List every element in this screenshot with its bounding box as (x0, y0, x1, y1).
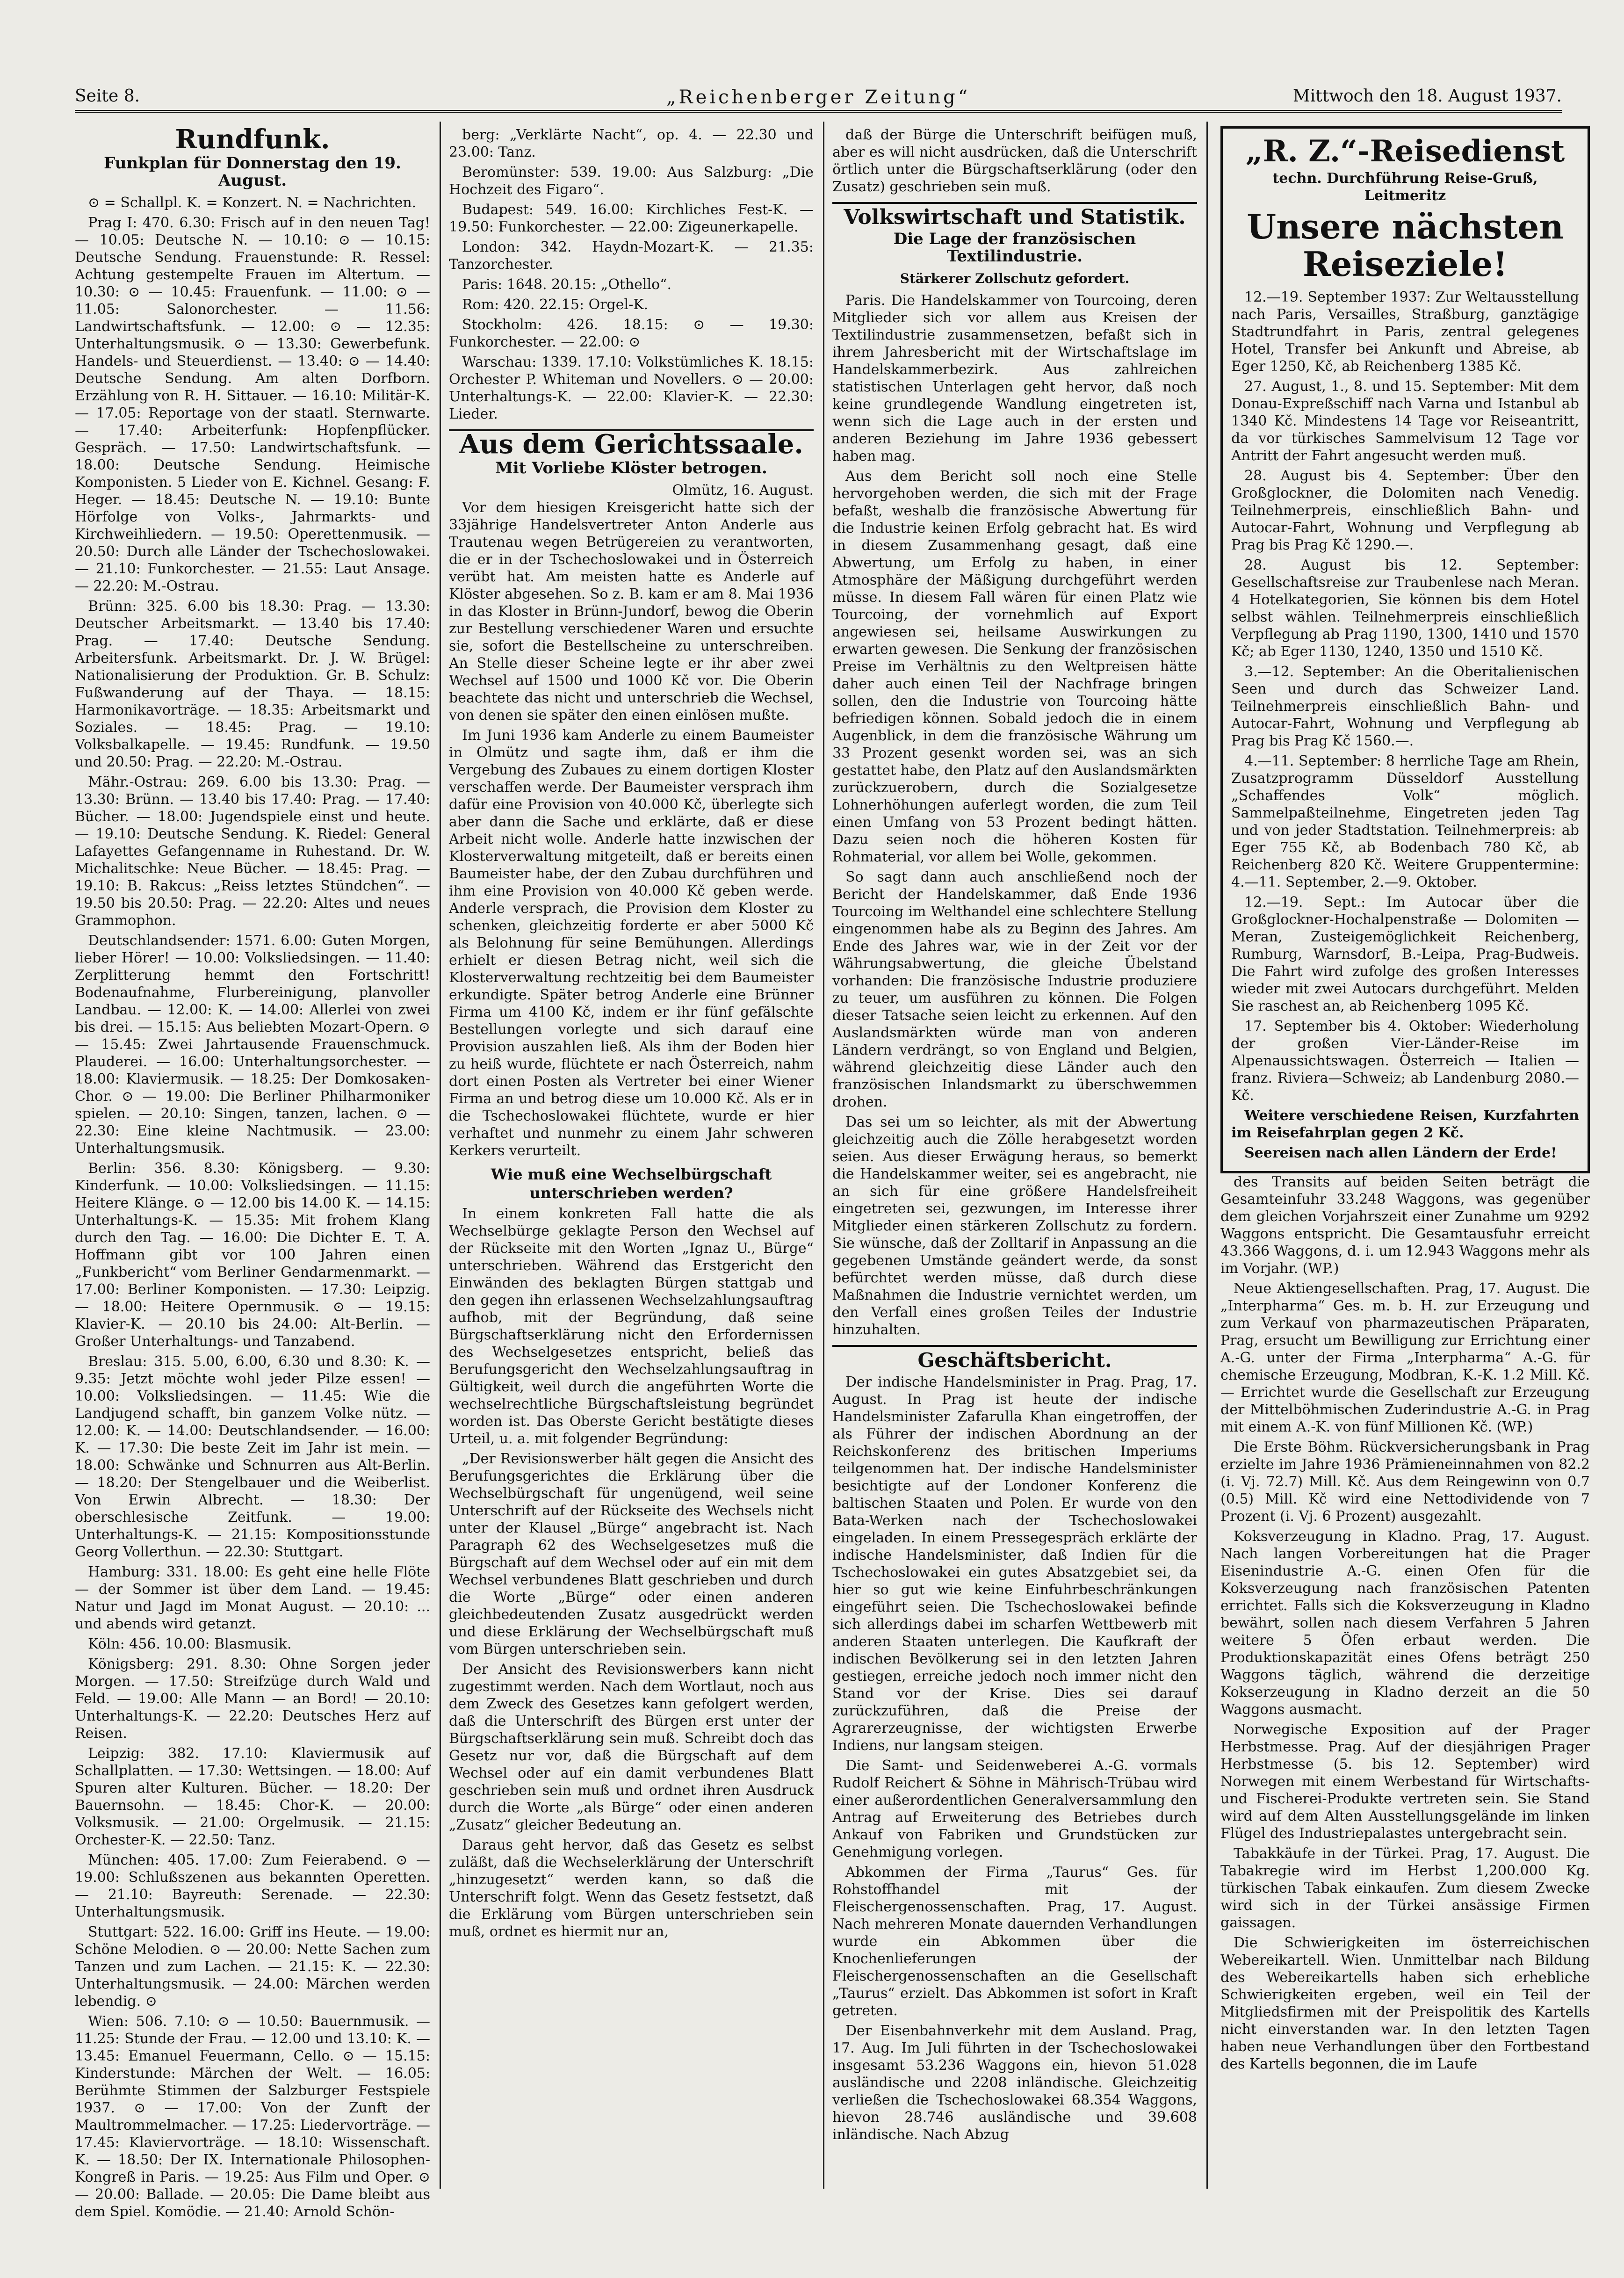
paragraph: Neue Aktiengesellschaften. Prag, 17. August. Die „Interpharma“ Ges. m. b. H. zur Erzeugung und zum Verkauf von pharmazeutischen Präparaten, Prag, ersucht um Bewilligung zur Errichtung einer A.-G. unter der Firma „Interpharma“ A.-G. für chemische Erzeugung, Modbran, K.-K. 1.2 Mill. Kč. — Errichtet wurde die Gesellschaft zur Erzeugung der Mittelböhmischen Zuderindustrie A.-G. in Prag mit einem A.-K. von fünf Millionen Kč. (WP.) (1220, 1280, 1590, 1435)
paragraph: Mähr.-Ostrau: 269. 6.00 bis 13.30: Prag. — 13.30: Brünn. — 13.40 bis 17.40: Prag. — 17.40: Bücher. — 18.00: Jugendspiele einst und heute. — 19.10: Deutsche Sendung. K. Riedel: General Lafayettes Gefangenname in Ruhestand. Dr. W. Michalitschke: Neue Bücher. — 18.45: Prag. — 19.10: B. Rakcus: „Reiss letztes Stündchen“. — 19.50 bis 20.50: Prag. — 22.20: Altes und neues Grammophon. (75, 774, 430, 929)
column-divider (440, 122, 441, 2189)
ad-subtitle: techn. Durchführung Reise-Gruß, Leitmeritz (1272, 170, 1538, 204)
paragraph: München: 405. 17.00: Zum Feierabend. ⊙ — 19.00: Schlußszenen aus bekannten Operetten. — 21.10: Bayreuth: Serenade. — 22.30: Unterhaltungsmusik. (75, 1852, 430, 1920)
column-court (449, 126, 814, 2184)
ad-item: 17. September bis 4. Oktober: Wiederholung der großen Vier-Länder-Reise im Alpenaussichtswagen. Österreich — Italien — franz. Riviera—Schweiz; ab Landenburg 2080.— Kč. (1231, 1018, 1579, 1104)
paragraph: Das sei um so leichter, als mit der Abwertung gleichzeitig auch die Zölle herabgesetzt worden seien. Aus dieser Erwägung heraus, so bemerkt die Handelskammer weiter, sei es angebracht, nie an sich für eine größere Handelsfreiheit eingetreten sei, gezwungen, im Interesse ihrer Mitglieder einen stärkeren Zollschutz zu fordern. Sie wünsche, daß der Zolltarif in Anpassung an die gegebenen Umstände geändert werde, da sonst befürchtet werden müsse, daß durch diese Maßnahmen die Industrie vernichtet werden, um den Verfall eines großen Teiles der Industrie hinzuhalten. (832, 1114, 1197, 1338)
paragraph: Der Eisenbahnverkehr mit dem Ausland. Prag, 17. Aug. Im Juli führten in der Tschechoslowakei insgesamt 53.236 Waggons ein, hievon 51.028 ausländische und 2208 inländische. Gleichzeitig verließen die Tschechoslowakei 68.354 Waggons, hievon 28.746 ausländische und 39.608 inländische. Nach Abzug (832, 2023, 1197, 2143)
ad-item: 28. August bis 4. September: Über den Großglockner, die Dolomiten nach Venedig. Teilnehmerpreis, einschließlich Bahn- und Autocar-Fahrt, Wohnung und Verpflegung ab Prag bis Prag Kč 1290.—. (1231, 468, 1579, 553)
ad-headline: Unsere nächsten Reiseziele! (1247, 207, 1564, 284)
paragraph: Paris. Die Handelskammer von Tourcoing, deren Mitglieder sich vor allem aus Kreisen der Textilindustrie zusammensetzen, befaßt sich in ihrem Jahresbericht mit der Wirtschaftslage im Handelskammerbezirk. Aus zahlreichen statistischen Unterlagen geht hervor, daß noch keine grundlegende Wandlung eingetreten ist, wenn sich die Lage auch in der ersten und anderen Beziehung im Jahre 1936 gebessert haben mag. (832, 292, 1197, 464)
paragraph: Daraus geht hervor, daß das Gesetz es selbst zuläßt, daß die Wechselerklärung der Unterschrift „hinzugesetzt“ werden kann, so daß die Unterschrift folgt. Wenn das Gesetz festsetzt, daß die Erklärung vom Bürgen unterschrieben sein muß, ordnet es hiermit nur an, (449, 1837, 814, 1940)
paragraph: Tabakkäufe in der Türkei. Prag, 17. August. Die Tabakregie wird im Herbst 1,200.000 Kg. türkischen Tabak einkaufen. Zum diesem Zwecke wird sich in der Türkei ansässige Firmen gaissagen. (1220, 1845, 1590, 1931)
article-subheadline: Stärkerer Zollschutz gefordert. (900, 271, 1130, 286)
paragraph: des Transits auf beiden Seiten beträgt die Gesamteinfuhr 33.248 Waggons, was gegenüber dem gleichen Vorjahrszeit einer Zunahme um 9292 Waggons entspricht. Die Gesamtausfuhr erreicht 43.366 Waggons, d. i. um 12.943 Waggons mehr als im Vorjahr. (WP.) (1220, 1174, 1590, 1277)
column-travel-business (1220, 126, 1590, 2184)
paragraph: Der Ansicht des Revisionswerbers kann nicht zugestimmt werden. Nach dem Wortlaut, noch aus dem Zweck des Gesetzes kann gefolgert werden, daß die Unterschrift des Bürgen erst unter der Bürgschaftserklärung sein muß. Schreibt doch das Gesetz nur vor, daß die Bürgschaft auf dem Wechsel oder auf ein damit verbundenes Blatt geschrieben sein muß und ordnet ihren Ausdruck durch die Worte „als Bürge“ oder einen anderen „Zusatz“ gleicher Bedeutung an. (449, 1661, 814, 1833)
paragraph: Paris: 1648. 20.15: „Othello“. (462, 276, 672, 293)
masthead-rule (75, 110, 1562, 113)
paragraph: Warschau: 1339. 17.10: Volkstümliches K. 18.15: Orchester P. Whiteman und Novellers. ⊙ — 20.00: Unterhaltungs-K. — 22.00: Klavier-K. — 22.30: Lieder. (449, 354, 814, 422)
newspaper-title: „Reichenberger Zeitung“ (666, 87, 971, 108)
section-title-radio: Rundfunk. (175, 124, 330, 155)
paragraph: Hamburg: 331. 18.00: Es geht eine helle Flöte — der Sommer ist über dem Land. — 19.45: Natur und Jagd im Monat August. — 20.10: ... und abends wird getanzt. (75, 1564, 430, 1632)
paragraph: berg: „Verklärte Nacht“, op. 4. — 22.30 und 23.00: Tanz. (449, 127, 814, 160)
paragraph: So sagt dann auch anschließend noch der Bericht der Handelskammer, daß Ende 1936 Tourcoing im Welthandel eine schlechtere Stellung eingenommen habe als zu Beginn des Jahres. Am Ende des Jahres war, wie in der Zeit vor der Währungsabwertung, die gleiche Übelstand vorhanden: Die französische Industrie produziere zu teuer, um ausführen zu können. Die Folgen dieser Tatsache seien leicht zu erkennen. Auf den Auslandsmärkten würde man von anderen Ländern verdrängt, so von England und Belgien, während gleichzeitig diese Länder auch den französischen Inlandsmarkt zu überschwemmen drohen. (832, 869, 1197, 1110)
paragraph: daß der Bürge die Unterschrift beifügen muß, aber es will nicht ausdrücken, daß die Unterschrift örtlich unter die Bürgschaftserklärung (oder den Zusatz) geschrieben sein muß. (832, 127, 1197, 195)
column-radio (75, 124, 430, 2220)
paragraph: Brünn: 325. 6.00 bis 18.30: Prag. — 13.30: Deutscher Arbeitsmarkt. — 13.40 bis 17.40: Prag. — 17.40: Deutsche Sendung. Arbeitersfunk. Arbeitsmarkt. Dr. J. W. Brügel: Nationalisierung der Produktion. Gr. B. Schulz: Fußwanderung auf der Thaya. — 18.15: Harmonikavorträge. — 18.35: Arbeitsmarkt und Soziales. — 18.45: Prag. — 19.10: Volksbalkapelle. — 19.45: Rundfunk. — 19.50 und 20.50: Prag. — 22.20: M.-Ostrau. (75, 598, 430, 770)
paragraph: „Der Revisionswerber hält gegen die Ansicht des Berufungsgerichtes die Erklärung über die Wechselbürgschaft für ungenügend, weil seine Unterschrift auf der Rückseite des Wechsels nicht unter der Klausel „Bürge“ angebracht ist. Nach Paragraph 62 des Wechselgesetzes muß die Bürgschaft auf dem Wechsel oder auf ein mit dem Wechsel verbundenes Blatt geschrieben und durch die Worte „Bürge“ oder einen anderen gleichbedeutenden Zusatz ausgedrückt werden und diese Erklärung der Wechselbürgschaft muß vom Bürgen unterschrieben sein. (449, 1451, 814, 1657)
paragraph: Rom: 420. 22.15: Orgel-K. (462, 297, 649, 313)
paragraph: Breslau: 315. 5.00, 6.00, 6.30 und 8.30: K. — 9.35: Jetzt möchte wohl jeder Pilze essen! — 10.00: Volksliedsingen. — 11.45: Wie die Landjugend schafft, bin ganzem Volke nütz. — 12.00: K. — 14.00: Deutschlandsender. — 16.00: K. — 17.30: Die beste Zeit im Jahr ist mein. — 18.00: Schwänke und Schnurren aus Alt-Berlin. — 18.20: Der Stengelbauer und die Weiberlist. Von Erwin Albrecht. — 18.30: Der oberschlesische Zeitfunk. — 19.00: Unterhaltungs-K. — 21.15: Kompositionsstunde Georg Vollerthun. — 22.30: Stuttgart. (75, 1353, 430, 1560)
paragraph: Koksverzeugung in Kladno. Prag, 17. August. Nach langen Vorbereitungen hat die Prager Eisenindustrie A.-G. einen Ofen für die Koksverzeugung nach französischen Patenten errichtet. Falls sich die Koksverzeugung in Kladno bewährt, sollen nach diesem Verfahren 5 Jahren weitere 5 Öfen erbaut werden. Die Produktionskapazität eines Ofens beträgt 250 Waggons täglich, während die derzeitige Kokserzeugung in Kladno derzeit an die 50 Waggons ausmacht. (1220, 1528, 1590, 1718)
ad-item: 3.—12. September: An die Oberitalienischen Seen und durch das Schweizer Land. Teilnehmerpreis einschließlich Bahn- und Autocar-Fahrt, Wohnung und Verpflegung ab Prag bis Prag Kč 1560.—. (1231, 664, 1579, 749)
paragraph: Im Juni 1936 kam Anderle zu einem Baumeister in Olmütz und sagte ihm, daß er ihm die Vergebung des Zubaues zu einem dortigen Kloster verschaffen werde. Der Baumeister versprach ihm dafür eine Provision von 40.000 Kč, überlegte sich aber dann die Sache und erklärte, daß er diese Arbeit nicht wolle. Anderle hatte inzwischen der Klosterverwaltung mitgeteilt, daß er bereits einen Baumeister habe, der den Zubau durchführen und ihm eine Provision von 40.000 Kč geben werde. Anderle versprach, die Provision dem Kloster zu schenken, gleichzeitig forderte er aber 5000 Kč als Belohnung für seine Bemühungen. Allerdings erhielt er diesen Betrag nicht, weil sich die Klosterverwaltung rechtzeitig bei dem Baumeister erkundigte. Später betrog Anderle eine Brünner Firma um 4100 Kč, indem er ihr fünf gefälschte Bestellungen vorlegte und sich darauf eine Provision auszahlen ließ. Als ihm der Boden hier zu heiß wurde, flüchtete er nach Österreich, nahm dort einen Posten als Vertreter bei einer Wiener Firma an und betrog diese um 10.000 Kč. Als er in die Tschechoslowakei flüchtete, wurde er hier verhaftet und nunmehr zu einem Jahr schweren Kerkers verurteilt. (449, 727, 814, 1159)
column-economy (832, 126, 1197, 2184)
paragraph: Leipzig: 382. 17.10: Klaviermusik auf Schallplatten. — 17.30: Wettsingen. — 18.00: Auf Spuren alter Kulturen. Bücher. — 18.20: Der Bauernsohn. — 18.45: Chor-K. — 20.00: Volksmusik. — 21.00: Orgelmusik. — 21.15: Orchester-K. — 22.50: Tanz. (75, 1745, 430, 1848)
paragraph: London: 342. Haydn-Mozart-K. — 21.35: Tanzorchester. (449, 239, 814, 273)
paragraph: Prag I: 470. 6.30: Frisch auf in den neuen Tag! — 10.05: Deutsche N. — 10.10: ⊙ — 10.15: Deutsche Sendung. Frauenstunde: R. Ressel: Achtung gestempelte Frauen im Altertum. — 10.30: ⊙ — 10.45: Frauenfunk. — 11.00: ⊙ — 11.05: Salonorchester. — 11.56: Landwirtschaftsfunk. — 12.00: ⊙ — 12.35: Unterhaltungsmusik. ⊙ — 13.30: Gewerbefunk. Handels- und Steuerdienst. — 13.40: ⊙ — 14.40: Deutsche Sendung. Am alten Dorfborn. Erzählung von R. H. Sittauer. — 16.10: Militär-K. — 17.05: Reportage von der staatl. Sternwarte. — 17.40: Arbeiterfunk: Hopfenpflücker. Gespräch. — 17.50: Landwirtschaftsfunk. — 18.00: Deutsche Sendung. Heimische Komponisten. 5 Lieder von E. Kichnel. Gesang: F. Heger. — 18.45: Deutsche N. — 19.10: Bunte Hörfolge von Volks-, Jahrmarkts- und Kirchweihliedern. — 19.50: Operettenmusik. — 20.50: Durch alle Länder der Tschechoslowakei. — 21.10: Funkorchester. — 21.55: Laut Ansage. — 22.20: M.-Ostrau. (75, 215, 430, 594)
paragraph: Aus dem Bericht soll noch eine Stelle hervorgehoben werden, die sich mit der Frage befaßt, weshalb die französische Abwertung für die Industrie keinen Erfolg gebracht hat. Es wird in diesem Zusammenhang gesagt, daß eine Abwertung, um Erfolg zu haben, in einer Atmosphäre der Mäßigung durchgeführt werden müsse. In diesem Fall wären für einen Platz wie Tourcoing, der vornehmlich auf Export angewiesen sei, heilsame Auswirkungen zu erwarten gewesen. Die Senkung der französischen Preise im Verhältnis zu den Weltpreisen hätte daher auch einen Teil der Nachfrage bringen sollen, den die Industrie von Tourcoing hätte befriedigen können. Sobald jedoch die in einem Augenblick, in dem die französische Währung um 33 Prozent gesenkt worden sei, was an sich gestattet habe, den Platz auf den Auslandsmärkten zurückzuerobern, durch die Sozialgesetze Lohnerhöhungen auferlegt worden, die zum Teil einen Umfang von 53 Prozent bedingt hätten. Dazu seien noch die höheren Kosten für Rohmaterial, vor allem bei Wolle, gekommen. (832, 468, 1197, 865)
paragraph: In einem konkreten Fall hatte die als Wechselbürge geklagte Person den Wechsel auf der Rückseite mit den Worten „Ignaz U., Bürge“ unterschrieben. Während das Erstgericht den Einwänden des beklagten Bürgen stattgab und den gegen ihn erlassenen Wechselzahlungsauftrag aufhob, mit der Begründung, daß seine Bürgschaftserklärung nicht den Erfordernissen des Wechselgesetzes entspricht, beließ das Berufungsgericht den Wechselzahlungsauftrag in Gültigkeit, weil durch die angeführten Worte die wechselrechtliche Bürgschaftsleistung begründet worden ist. Das Oberste Gericht bestätigte dieses Urteil, u. a. mit folgender Begründung: (449, 1206, 814, 1447)
column-divider (1206, 122, 1208, 2189)
paragraph: Norwegische Exposition auf der Prager Herbstmesse. Prag. Auf der diesjährigen Prager Herbstmesse (5. bis 12. September) wird Norwegen mit einem Werbestand für Wirtschafts- und Fischerei-Produkte vertreten sein. Sie Stand wird auf dem Alten Ausstellungsgelände im linken Flügel des Industriepalastes untergebracht sein. (1220, 1721, 1590, 1842)
paragraph: Deutschlandsender: 1571. 6.00: Guten Morgen, lieber Hörer! — 10.00: Volksliedsingen. — 11.40: Zerplitterung hemmt den Fortschritt! Bodenaufnahme, Flurbereinigung, planvoller Landbau. — 12.00: K. — 14.00: Allerlei von zwei bis drei. — 15.15: Aus beliebten Mozart-Opern. ⊙ — 15.45: Zwei Jahrtausende Frauenschmuck. Plauderei. — 16.00: Unterhaltungsorchester. — 18.00: Klaviermusik. — 18.25: Der Domkosaken-Chor. ⊙ — 19.00: Die Berliner Philharmoniker spielen. — 20.10: Singen, tanzen, lachen. ⊙ — 22.30: Eine kleine Nachtmusik. — 23.00: Unterhaltungsmusik. (75, 933, 430, 1157)
paragraph: Stuttgart: 522. 16.00: Griff ins Heute. — 19.00: Schöne Melodien. ⊙ — 20.00: Nette Sachen zum Tanzen und zum Lachen. — 21.15: K. — 22.30: Unterhaltungsmusik. — 24.00: Märchen werden lebendig. ⊙ (75, 1924, 430, 2010)
paragraph: ⊙ = Schallpl. K. = Konzert. N. = Nachrichten. (88, 195, 417, 211)
article-headline: Die Lage der französischen Textilindustrie. (893, 230, 1136, 266)
paragraph: Budapest: 549. 16.00: Kirchliches Fest-K. — 19.50: Funkorchester. — 22.00: Zigeunerkapelle. (449, 202, 814, 235)
paragraph: Die Samt- und Seidenweberei A.-G. vormals Rudolf Reichert & Söhne in Mährisch-Trübau wird einer außerordentlichen Generalversammlung den Antrag auf Erweiterung des Betriebes durch Ankauf von Fabriken und Grundstücken zur Genehmigung vorlegen. (832, 1757, 1197, 1860)
article-headline: Mit Vorliebe Klöster betrogen. (495, 459, 767, 477)
ad-title: „R. Z.“-Reisedienst (1245, 134, 1565, 169)
ad-item: Weitere verschiedene Reisen, Kurzfahrten im Reisefahrplan gegen 2 Kč. (1231, 1107, 1579, 1141)
section-subtitle-radio: Funkplan für Donnerstag den 19. August. (104, 154, 401, 190)
column-divider (823, 122, 824, 2189)
paragraph: Berlin: 356. 8.30: Königsberg. — 9.30: Kinderfunk. — 10.00: Volksliedsingen. — 11.15: Heitere Klänge. ⊙ — 12.00 bis 14.00 K. — 14.15: Unterhaltungs-K. — 15.35: Mit frohem Klang durch den Tag. — 16.00: Die Dichter E. T. A. Hoffmann gibt vor 100 Jahren einen „Funkbericht“ vom Berliner Gendarmenmarkt. — 17.00: Berliner Komponisten. — 17.30: Leipzig. — 18.00: Heitere Opernmusik. ⊙ — 19.15: Klavier-K. — 20.10 bis 24.00: Alt-Berlin. — Großer Unterhaltungs- und Tanzabend. (75, 1160, 430, 1350)
dateline: Olmütz, 16. August. (672, 482, 814, 499)
issue-date: Mittwoch den 18. August 1937. (1292, 87, 1562, 106)
section-rule (832, 202, 1197, 204)
section-title-business: Geschäftsbericht. (917, 1349, 1112, 1372)
article-headline: Wie muß eine Wechselbürgschaft unterschrieben werden? (491, 1165, 772, 1202)
ad-item: 27. August, 1., 8. und 15. September: Mit dem Donau-Expreßschiff nach Varna und Istanbul ab 1340 Kč. Mindestens 14 Tage vor Reiseantritt, da vor türkisches Sammelvisum 12 Tage vor Antritt der Fahrt angesucht werden muß. (1231, 378, 1579, 464)
ad-item: 4.—11. September: 8 herrliche Tage am Rhein, Zusatzprogramm Düsseldorf Ausstellung „Schaffendes Volk“ möglich. Sammelpaßteilnehme, Eingetreten jeden Tag und von jeder Stadtstation. Teilnehmerpreis: ab Eger 755 Kč, ab Bodenbach 780 Kč, ab Reichenberg 820 Kč. Weitere Gruppentermine: 4.—11. September, 2.—9. Oktober. (1231, 753, 1579, 890)
section-title-court: Aus dem Gerichtssaale. (459, 429, 803, 460)
page-number: Seite 8. (75, 87, 140, 106)
section-rule (832, 1345, 1197, 1347)
paragraph: Abkommen der Firma „Taurus“ Ges. für Rohstoffhandel mit der Fleischergenossenschaften. Prag, 17. August. Nach mehreren Monate dauernden Verhandlungen wurde ein Abkommen über die Knochenlieferungen der Fleischergenossenschaften an die Gesellschaft „Taurus“ erzielt. Das Abkommen ist sofort in Kraft getreten. (832, 1864, 1197, 2019)
travel-advertisement (1220, 126, 1590, 1173)
section-title-economy: Volkswirtschaft und Statistik. (844, 205, 1186, 229)
ad-item: 28. August bis 12. September: Gesellschaftsreise zur Traubenlese nach Meran. 4 Hotelkategorien, Sie können bis dem Hotel selbst wählen. Teilnehmerpreis einschließlich Verpflegung ab Prag 1190, 1300, 1410 und 1570 Kč; ab Eger 1130, 1240, 1350 und 1510 Kč. (1231, 557, 1579, 660)
ad-item: Seereisen nach allen Ländern der Erde! (1244, 1145, 1557, 1161)
paragraph: Die Schwierigkeiten im österreichischen Webereikartell. Wien. Unmittelbar nach Bildung des Webereikartells haben sich erhebliche Schwierigkeiten ergeben, weil ein Teil der Mitgliedsfirmen mit der Preispolitik des Kartells nicht einverstanden war. In den letzten Tagen haben neue Verhandlungen über den Fortbestand des Kartells begonnen, die im Laufe (1220, 1935, 1590, 2072)
paragraph: Beromünster: 539. 19.00: Aus Salzburg: „Die Hochzeit des Figaro“. (449, 164, 814, 198)
paragraph: Königsberg: 291. 8.30: Ohne Sorgen jeder Morgen. — 17.50: Streifzüge durch Wald und Feld. — 19.00: Alle Mann — an Bord! — 20.10: Unterhaltungs-K. — 22.20: Deutsches Herz auf Reisen. (75, 1656, 430, 1742)
paragraph: Köln: 456. 10.00: Blasmusik. (88, 1636, 292, 1652)
ad-item: 12.—19. September 1937: Zur Weltausstellung nach Paris, Versailles, Straßburg, ganztägige Stadtrundfahrt in Paris, zentral gelegenes Hotel, Transfer bei Ankunft und Abreise, ab Eger 1250, Kč, ab Reichenberg 1385 Kč. (1231, 289, 1579, 375)
paragraph: Stockholm: 426. 18.15: ⊙ — 19.30: Funkorchester. — 22.00: ⊙ (449, 317, 814, 350)
paragraph: Die Erste Böhm. Rückversicherungsbank in Prag erzielte im Jahre 1936 Prämieneinnahmen von 82.2 (i. Vj. 72.7) Mill. Kč. Aus dem Reingewinn von 0.7 (0.5) Mill. Kč wird eine Nettodividende von 7 Prozent (i. Vj. 6 Prozent) ausgezahlt. (1220, 1439, 1590, 1525)
paragraph: Vor dem hiesigen Kreisgericht hatte sich der 33jährige Handelsvertreter Anton Anderle aus Trautenau wegen Betrügereien zu verantworten, die er in der Tschechoslowakei und in Österreich verübt hat. Am meisten hatte es Anderle auf Klöster abgesehen. So z. B. kam er am 8. Mai 1936 in das Kloster in Brünn-Jundorf, bewog die Oberin zur Bestellung verschiedener Waren und ersuchte sie, sofort die Bestellscheine zu unterschreiben. An Stelle dieser Scheine legte er ihr aber zwei Wechsel auf 1500 und 1000 Kč vor. Die Oberin beachtete das nicht und unterschrieb die Wechsel, von denen sie später den einen einlösen mußte. (449, 499, 814, 723)
ad-item: 12.—19. Sept.: Im Autocar über die Großglockner-Hochalpenstraße — Dolomiten — Meran, Zusteigemöglichkeit Reichenberg, Rumburg, Warnsdorf, B.-Leipa, Prag-Budweis. Die Fahrt wird zufolge des großen Interesses wieder mit zwei Autocars durchgeführt. Melden Sie raschest an, ab Reichenberg 1095 Kč. (1231, 894, 1579, 1014)
paragraph: Der indische Handelsminister in Prag. Prag, 17. August. In Prag ist heute der indische Handelsminister Zafarulla Khan eingetroffen, der als Führer der indischen Abordnung an der Reichskonferenz des britischen Imperiums teilgenommen hat. Der indische Handelsminister besichtigte auf der Londoner Konferenz die baltischen Staaten und Polen. Er wurde von den Bata-Werken nach der Tschechoslowakei eingeladen. In einem Pressegespräch erklärte der indische Handelsminister, daß Indien für die Tschechoslowakei ein gutes Absatzgebiet sei, da hier so gut wie keine Einfuhrbeschränkungen eingeführt seien. Die Tschechoslowakei befinde sich allerdings dabei im scharfen Wettbewerb mit anderen Staaten unterlegen. Die Kaufkraft der indischen Bevölkerung sei in den letzten Jahren gestiegen, erreiche jedoch noch immer nicht den Stand vor der Krise. Dies sei darauf zurückzuführen, daß die Preise der Agrarerzeugnisse, der wichtigsten Erwerbe Indiens, nur langsam steigen. (832, 1374, 1197, 1754)
paragraph: Wien: 506. 7.10: ⊙ — 10.50: Bauernmusik. — 11.25: Stunde der Frau. — 12.00 und 13.10: K. — 13.45: Emanuel Feuermann, Cello. ⊙ — 15.15: Kinderstunde: Märchen der Welt. — 16.05: Berühmte Stimmen der Salzburger Festspiele 1937. ⊙ — 17.00: Von der Zunft der Maultrommelmacher. — 17.25: Liedervorträge. — 17.45: Klaviervorträge. — 18.10: Wissenschaft. K. — 18.50: Der IX. Internationale Philosophen-Kongreß in Paris. — 19.25: Aus Film und Oper. ⊙ — 20.00: Ballade. — 20.05: Die Dame bleibt aus dem Spiel. Komödie. — 21.40: Arnold Schön- (75, 2013, 430, 2220)
